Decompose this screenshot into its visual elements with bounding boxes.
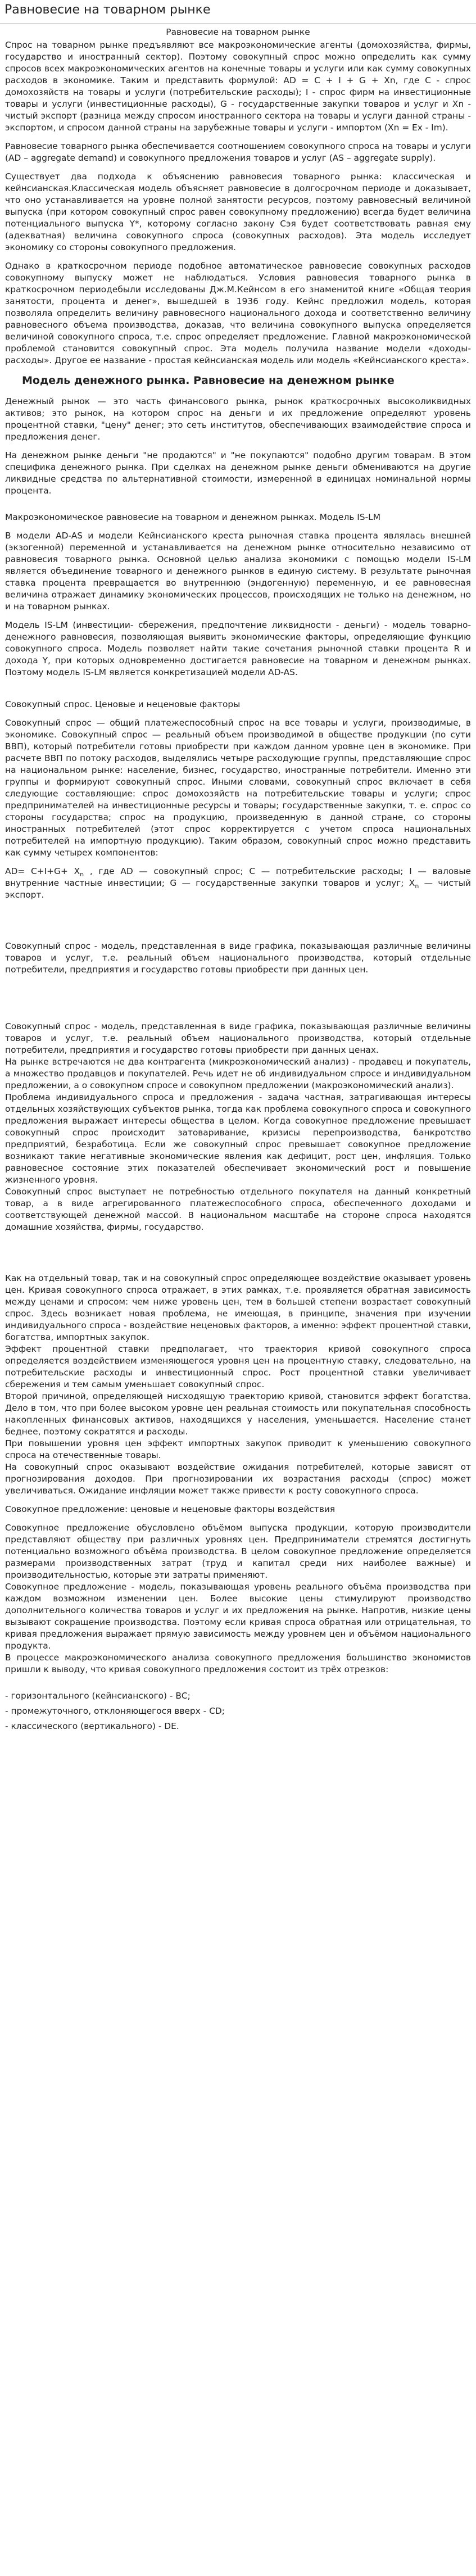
formula-prefix: AD= C+I+G+ X <box>5 866 80 876</box>
paragraph-is-lm-purpose: В модели AD-AS и модели Кейнсианского креста рыночная ставка процента являлась внешней (экзогенной) переменной и устанавливается на денежном рынке относительно независимо от равновесия товарного рынка. Основной целью анализа экономики с помощью модели IS-LM является объединение товарного и денежного рынков в единую систему. В результате рыночная ставка процента превращается во внутреннюю (эндогенную) переменную, и ее равновесная величина отражает динамику экономических процессов, происходящих не только на денежном, но и на товарном рынках. <box>5 531 471 612</box>
title-bar <box>0 0 476 24</box>
formula-aggregate-demand <box>5 866 471 901</box>
article-subtitle: Равновесие на товарном рынке <box>166 27 310 37</box>
paragraph-aggregate-supply: Совокупное предложение обусловлено объёмом выпуска продукции, которую производители представляют обществу при различных уровнях цен. Предприниматели стремятся достигнуть потенциально возможного объёма производства. В целом совокупное предложение определяется размерами производственных затрат (труд и капитал среди них наиболее важные) и производительностью, которые эти затраты применяют. Совокупное предложение - модель, показывающая уровень реального объёма производства при каждом возможном изменении цен. Более высокие цены стимулируют производство дополнительного количества товаров и услуг и их предложения на рынке. Напротив, низкие цены вызывают сокращение производства. Поэтому если кривая спроса обратная или отрицательная, то кривая предложения выражает прямую зависимость между уровнем цен и объёмом национального продукта. В процессе макроэкономического анализа совокупного предложения большинство экономистов пришли к выводу, что кривая совокупного предложения состоит из трёх отрезков: <box>5 1523 471 1674</box>
paragraph-is-lm-definition: Модель IS-LM (инвестиции- сбережения, предпочтение ликвидности - деньги) - модель товарно-денежного равновесия, позволяющая выявить экономические факторы, определяющие функцию совокупного спроса. Модель позволяет найти такие сочетания рыночной ставки процента R и дохода Y, при которых одновременно достигается равновесие на товарном и денежном рынках. Поэтому модель IS-LM является конкретизацией модели AD-AS. <box>5 620 471 677</box>
list-item-horizontal-segment: - горизонтального (кейнсианского) - ВС; <box>5 1691 191 1701</box>
paragraph-aggregate-demand-components: Совокупный спрос — общий платежеспособный спрос на все товары и услуги, производимые, в экономике. Совокупный спрос — реальный объем производимой в обществе продукции (по сути ВВП), который потребители готовы приобрести при каждом данном уровне цен в экономике. При расчете ВВП по потоку расходов, выделялись четыре расходующие группы, представляющие спрос на национальном рынке: население, бизнес, государство, иностранные потребители. Именно эти группы и формируют совокупный спрос. Иными словами, совокупный спрос включает в себя следующие составляющие: спрос домохозяйств на потребительские товары и услуги; спрос предпринимателей на инвестиционные ресурсы и товары; государственные закупки, т. е. спрос со стороны государства; спрос на продукцию, произведенную в данной стране, со стороны иностранных потребителей (этот спрос корректируется с учетом спроса национальных потребителей на импортную продукцию). Таким образом, совокупный спрос можно представить как сумму четырех компонентов: <box>5 718 471 858</box>
paragraph-money-market-definition: Денежный рынок — это часть финансового рынка, рынок краткосрочных высоколиквидных активов; это рынок, на котором спрос на деньги и их предложение определяют уровень процентной ставки, "цену" денег; это сеть институтов, обеспечивающих взаимодействие спроса и предложения денег. <box>5 396 471 442</box>
paragraph-aggregate-demand-analysis: Совокупный спрос - модель, представленная в виде графика, показывающая различные величины товаров и услуг, т.е. реальный объем национального производства, который отдельные потребители, предприятия и государство готовы приобрести при данных ценах. На рынке встречаются не два контрагента (микроэкономический анализ) - продавец и покупатель, а множество продавцов и покупателей. Речь идет не об индивидуальном спросе и индивидуальном предложении, а о совокупном спросе и совокупном предложении (макроэкономический анализ). Проблема индивидуального спроса и предложения - задача частная, затрагивающая интересы отдельных хозяйствующих субъектов рынка, тогда как проблема совокупного спроса и совокупного предложения выражает интересы общества в целом. Когда совокупное предложение превышает совокупный спрос происходит затоваривание, кризисы перепроизводства, банкротство предприятий, безработица. Если же совокупный спрос превышает совокупное предложение возникают такие негативные экономические явления как дефицит, рост цен, инфляция. Только равновесное состояние этих показателей обеспечивает экономический рост и повышение жизненного уровня. Совокупный спрос выступает не потребностью отдельного покупателя на данный конкретный товар, а в виде агрегированного платежеспособного спроса, обеспеченного доходами и соответствующей денежной массой. В национальном масштабе на стороне спроса находятся домашние хозяйства, фирмы, государство. <box>5 1021 471 1232</box>
paragraph-money-market-specifics: На денежном рынке деньги "не продаются" и "не покупаются" подобно другим товарам. В этом специфика денежного рынка. При сделках на денежном рынке деньги обмениваются на другие ликвидные средства по альтернативной стоимости, измеренной в единицах номинальной нормы процента. <box>5 450 471 496</box>
formula-subscript: n <box>80 871 84 879</box>
paragraph-aggregate-demand-intro: Спрос на товарном рынке предъявляют все макроэкономические агенты (домохозяйства, фирмы, государство и иностранный сектор). Поэтому совокупный спрос можно определить как сумму спросов всех макроэкономических агентов на конечные товары и услуги или как сумму совокупных расходов в экономике. Таким и представить формулой: AD = С + I + G + Xn, где С - спрос домохозяйств на товары и услуги (потребительские расходы); I - спрос фирм на инвестиционные товары и услуги (инвестиционные расходы), G - государственные закупки товаров и услуг и Xn - чистый экспорт (разница между спросом иностранного сектора на товары и услуги данной страны - экспортом, и спросом данной страны на зарубежные товары и услуги - импортом (Xn = Ex - Im). <box>5 40 471 133</box>
heading-aggregate-supply-factors: Совокупное предложение: ценовые и неценовые факторы воздействия <box>5 1504 336 1514</box>
paragraph-aggregate-demand-model: Совокупный спрос - модель, представленная в виде графика, показывающая различные величины товаров и услуг, т.е. реальный объем национального производства, который отдельные потребители, предприятия и государство готовы приобрести при данных цен. <box>5 941 471 975</box>
formula-suffix: — чистый экспорт. <box>5 878 471 900</box>
paragraph-classical-model: Существует два подхода к объяснению равновесия товарного рынка: классическая и кейнсианская.Классическая модель объясняет равновесие в долгосрочном периоде и доказывает, что оно устанавливается на уровне полной занятости ресурсов, поэтому равновесный величиной выпуска (при котором совокупный спрос равен совокупному предложению) всегда будет величина потенциального выпуска Y*, которому согласно закону Сэя будет соответствовать равная ему (адекватная) величина совокупного спроса (совокупных расходов). Эта модель исследует экономику со стороны совокупного предложения. <box>5 171 471 252</box>
article-body <box>0 24 476 1732</box>
formula-subscript-2: n <box>415 882 419 890</box>
section-heading-money-market: Модель денежного рынка. Равновесие на денежном рынке <box>22 374 395 387</box>
formula-text: , где AD — совокупный спрос; С — потребительские расходы; I — валовые внутренние частные инвестиции; G — государственные закупки товаров и услуг; X <box>5 866 471 888</box>
page-title: Равновесие на товарном рынке <box>4 3 211 17</box>
heading-is-lm-model: Макроэкономическое равновесие на товарном и денежном рынках. Модель IS-LM <box>5 512 380 522</box>
heading-aggregate-demand-factors: Совокупный спрос. Ценовые и неценовые факторы <box>5 699 241 709</box>
list-item-classical-segment: - классического (вертикального) - DE. <box>5 1721 179 1731</box>
paragraph-keynesian-model: Однако в краткосрочном периоде подобное автоматическое равновесие совокупных расходов совокупному выпуску может не наблюдаться. Условия равновесия товарного рынка в краткосрочном периодебыли исследованы Дж.М.Кейнсом в его знаменитой книге «Общая теория занятости, процента и денег», вышедшей в 1936 году. Кейнс предложил модель, которая позволяла определить величину равновесного национального дохода и соответственно величину равновесного объема производства, доказав, что величина совокупного выпуска определяется величиной совокупного спроса, т.е. спрос определяет предложение. Главной макроэкономической проблемой становится совокупный спрос. Эта модель получила название модели «доходы-расходы». Другое ее название - простая кейнсианская модель или модель «Кейнсианского креста». <box>5 261 471 365</box>
list-item-intermediate-segment: - промежуточного, отклоняющегося вверх - CD; <box>5 1706 225 1716</box>
paragraph-price-and-nonprice-effects: Как на отдельный товар, так и на совокупный спрос определяющее воздействие оказывает уровень цен. Кривая совокупного спроса отражает, в этих рамках, т.е. проявляется обратная зависимость между ценами и спросом: чем ниже уровень цен, тем в большей степени возрастает совокупный спрос. Здесь возникает новая проблема, не имеющая, в принципе, значения при изучении индивидуального спроса - воздействие неценовых факторов, а именно: эффект процентной ставки, богатства, импортных закупок. Эффект процентной ставки предполагает, что траектория кривой совокупного спроса определяется воздействием изменяющегося уровня цен на процентную ставку, следовательно, на потребительские расходы и инвестиционный спрос. Рост процентной ставки увеличивает сбережения и тем самым уменьшает совокупный спрос. Второй причиной, определяющей нисходящую траекторию кривой, становится эффект богатства. Дело в том, что при более высоком уровне цен реальная стоимость или покупательная способность накопленных финансовых активов, находящихся у населения, уменьшается. Население станет беднее, поэтому сократятся и расходы. При повышении уровня цен эффект импортных закупок приводит к уменьшению совокупного спроса на отечественные товары. На совокупный спрос оказывают воздействие ожидания потребителей, которые зависят от прогнозирования доходов. При прогнозировании их возрастания расходы (спрос) может увеличиваться. Ожидание инфляции может также привести к росту совокупного спроса. <box>5 1273 471 1496</box>
paragraph-market-equilibrium: Равновесие товарного рынка обеспечивается соотношением совокупного спроса на товары и услуги (AD – aggregate demand) и совокупного предложения товаров и услуг (AS – aggregate supply). <box>5 141 471 163</box>
